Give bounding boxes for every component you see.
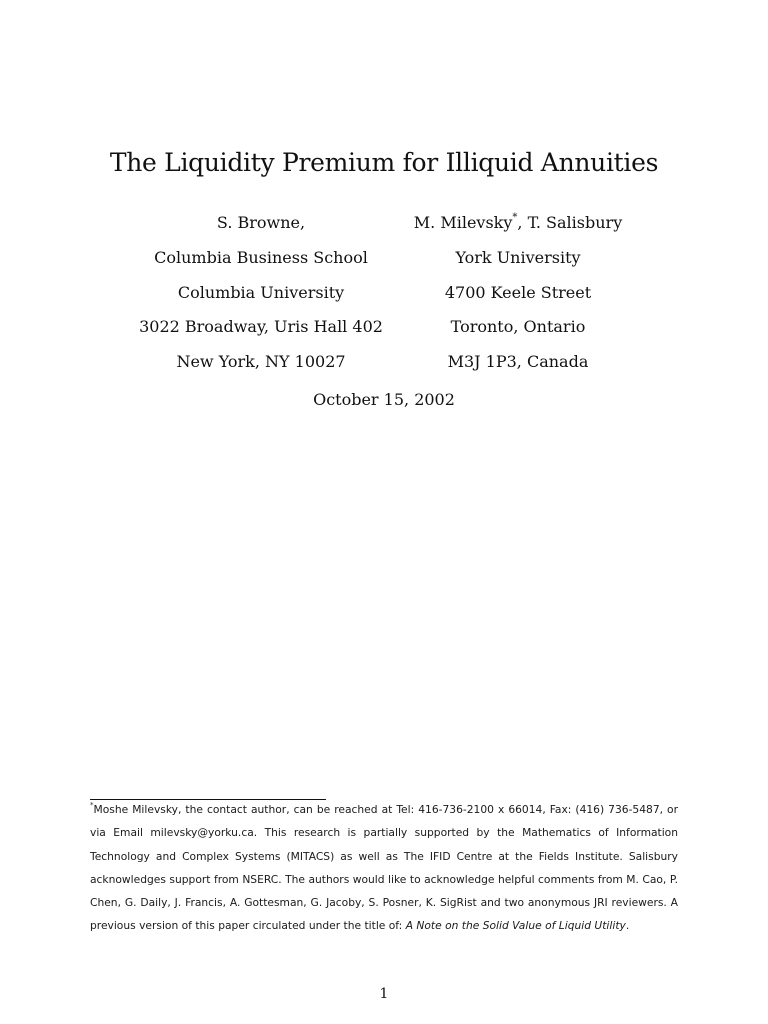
author-block-left <box>130 206 392 380</box>
affiliation-line: 3022 Broadway, Uris Hall 402 <box>139 317 383 337</box>
footnote-closing: . <box>625 919 630 933</box>
footnote-text: Moshe Milevsky, the contact author, can be reached at Tel: 416-736-2100 x 66014, Fax: (416) 736-5487, or via Email milevsky@yorku.ca. This research is partially supported by the Mathematics of Information Technology and Complex Systems (MITACS) as well as The IFID Centre at the Fields Institute. Salisbury acknowledges support from NSERC. The authors would like to acknowledge helpful comments from M. Cao, P. Chen, G. Daily, J. Francis, A. Gottesman, G. Jacoby, S. Posner, K. SigRist and two anonymous JRI reviewers. A previous version of this paper circulated under the title of: <box>90 803 678 933</box>
affiliation-line: Columbia Business School <box>154 247 368 267</box>
author-block-right <box>392 206 644 380</box>
author-name: T. Salisbury <box>527 213 623 232</box>
author-names-left: S. Browne, <box>216 213 306 232</box>
paper-title: The Liquidity Premium for Illiquid Annuities <box>109 148 659 177</box>
paper-date: October 15, 2002 <box>313 390 455 409</box>
footnote-previous-title: A Note on the Solid Value of Liquid Utility <box>405 919 626 933</box>
affiliation-line: York University <box>455 247 581 267</box>
affiliation-line: M3J 1P3, Canada <box>447 352 589 372</box>
footnote-mark[interactable]: * <box>512 211 518 223</box>
author-name: M. Milevsky <box>413 213 513 232</box>
affiliation-line: New York, NY 10027 <box>176 352 346 372</box>
page-number: 1 <box>379 986 389 1002</box>
footnote-mark: * <box>90 801 94 810</box>
affiliation-line: Toronto, Ontario <box>450 317 586 337</box>
author-names-right <box>392 206 644 241</box>
affiliation-line: 4700 Keele Street <box>444 282 592 302</box>
author-separator: , <box>517 213 528 232</box>
affiliation-line: Columbia University <box>177 282 345 302</box>
footnote <box>90 798 678 938</box>
